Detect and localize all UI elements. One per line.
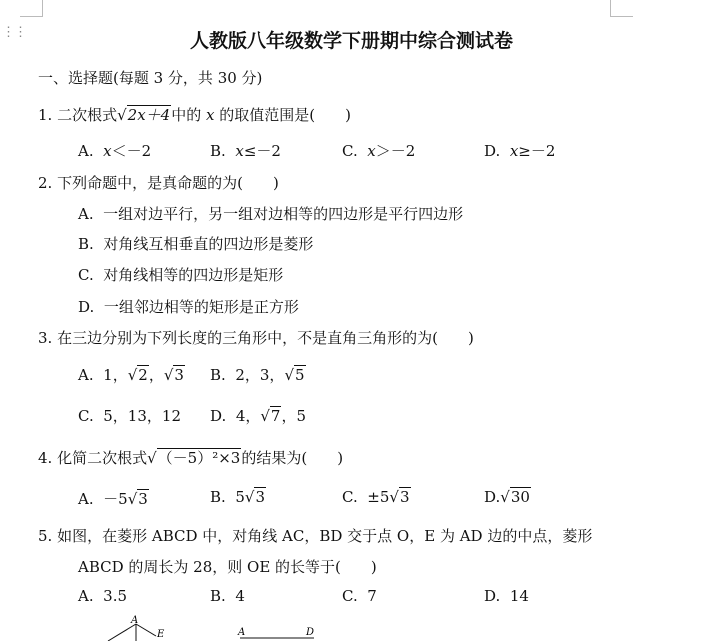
parallelogram-figure — [234, 622, 324, 641]
q5-option-c[interactable]: C. 7 — [342, 587, 377, 605]
figure-label: D — [306, 627, 315, 638]
q4-option-a[interactable]: A. －5√3 — [78, 490, 148, 508]
question-text: 二次根式 — [57, 106, 118, 124]
q5-option-b[interactable]: B. 4 — [210, 587, 245, 605]
q1-option-a[interactable]: A. x＜－2 — [78, 142, 152, 160]
q5-option-a[interactable]: A. 3.5 — [78, 587, 128, 605]
drag-handle-icon[interactable]: ⋮⋮ — [2, 25, 26, 40]
page-corner-mark-right — [610, 0, 633, 17]
q3-option-b[interactable]: B. 2，3，√5 — [210, 366, 305, 384]
radical-expression: √2x＋4 — [117, 106, 171, 124]
figure-label: E — [157, 629, 165, 640]
question-2: 2. 下列命题中，是真命题的为( ) — [38, 174, 279, 192]
q5-option-d[interactable]: D. 14 — [484, 587, 529, 605]
q3-option-c[interactable]: C. 5，13，12 — [78, 407, 181, 425]
q2-option-d[interactable]: D. 一组邻边相等的矩形是正方形 — [78, 298, 299, 316]
page-title: 人教版八年级数学下册期中综合测试卷 — [189, 30, 513, 52]
q4-option-d[interactable]: D.√30 — [484, 488, 530, 506]
question-text: 中的 — [171, 106, 202, 124]
q1-option-b[interactable]: B. x≤－2 — [210, 142, 281, 160]
q2-option-b[interactable]: B. 对角线互相垂直的四边形是菱形 — [78, 235, 314, 253]
q2-option-c[interactable]: C. 对角线相等的四边形是矩形 — [78, 266, 284, 284]
section-heading: 一、选择题(每题 3 分，共 30 分) — [38, 69, 263, 87]
question-1 — [38, 104, 351, 125]
question-4: 4. 化简二次根式√（－5）²×3的结果为( ) — [38, 449, 344, 467]
q4-option-c[interactable]: C. ±5√3 — [342, 488, 410, 506]
figure-label: A — [238, 627, 246, 638]
rhombus-figure — [100, 612, 180, 641]
q1-option-c[interactable]: C. x＞－2 — [342, 142, 416, 160]
radical-expression: √（－5）²×3 — [147, 449, 241, 467]
q2-option-a[interactable]: A. 一组对边平行，另一组对边相等的四边形是平行四边形 — [78, 205, 464, 223]
figure-label: A — [131, 615, 139, 626]
q4-option-b[interactable]: B. 5√3 — [210, 488, 265, 506]
question-number: 1. — [38, 106, 53, 124]
q3-option-d[interactable]: D. 4，√7，5 — [210, 407, 307, 425]
q1-option-d[interactable]: D. x≥－2 — [484, 142, 556, 160]
question-3: 3. 在三边分别为下列长度的三角形中，不是直角三角形的为( ) — [38, 329, 474, 347]
question-5: 5. 如图，在菱形 ABCD 中，对角线 AC，BD 交于点 O，E 为 AD 边的中点，菱形 — [38, 527, 593, 545]
question-5-continued: ABCD 的周长为 28，则 OE 的长等于( ) — [78, 558, 377, 576]
variable: x — [206, 106, 215, 124]
q3-option-a[interactable]: A. 1，√2，√3 — [78, 366, 184, 384]
page-corner-mark-left — [20, 0, 43, 17]
radicand: 2x＋4 — [127, 106, 171, 124]
question-text: 的取值范围是( ) — [219, 106, 351, 124]
